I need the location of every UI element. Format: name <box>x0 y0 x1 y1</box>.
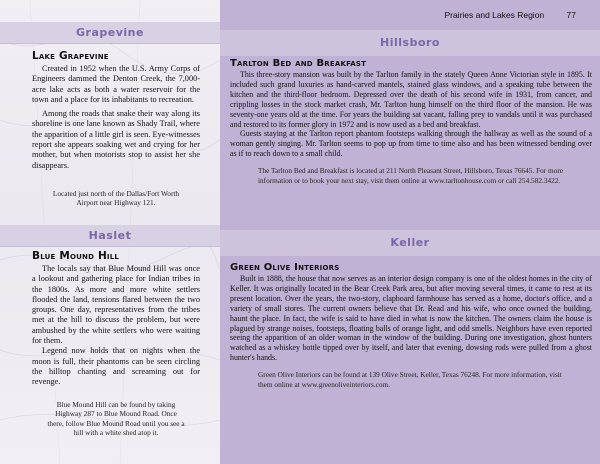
section-keller <box>230 262 592 389</box>
entry-title-tarlton: Tarlton Bed and Breakfast <box>230 58 367 69</box>
place-name-haslet: Haslet <box>88 229 132 242</box>
paragraph: Created in 1952 when the U.S. Army Corps of Engineers dammed the Denton Creek, the 7,000-acre lake acts as both a water reservoir for the town and a place for its inhabitants to recreation. <box>32 64 200 104</box>
location-note-blue-mound-hill: Blue Mound Hill can be found by taking Highway 287 to Blue Mound Road. Once there, follow Blue Mound Road until you see a hill with a white shed atop it. <box>47 399 185 438</box>
section-grapevine <box>0 50 220 208</box>
entry-body-green-olive <box>230 274 592 363</box>
page-header <box>444 10 576 20</box>
place-band-grapevine <box>0 22 220 44</box>
entry-body-tarlton <box>230 70 592 159</box>
left-column <box>0 0 220 464</box>
entry-title-lake-grapevine: Lake Grapevine <box>32 50 109 62</box>
right-column <box>220 0 600 464</box>
paragraph: Among the roads that snake their way along its shoreline is one lane known as Shady Trail, where the apparition of a little girl is seen. Eye-witnesses report she appears soaking wet and crying for her mother, but when motorists stop to assist her she disappears. <box>32 109 200 170</box>
paragraph: Legend now holds that on nights when the moon is full, their phantoms can be seen circling the hilltop chanting and screaming out for revenge. <box>32 346 200 387</box>
entry-body-lake-grapevine <box>32 64 200 171</box>
place-band-keller <box>220 230 600 256</box>
page-number: 77 <box>566 10 576 20</box>
paragraph: The locals say that Blue Mound Hill was once a lookout and gathering place for Indian tribes in the 1800s. As more and more white settlers flooded the land, tensions flared between the two groups. One day, representatives from the tribes met at the hill to discuss the problem, but were ambushed by the white settlers who were waiting for them. <box>32 264 200 346</box>
location-note-tarlton: The Tarlton Bed and Breakfast is located at 211 North Pleasant Street, Hillsboro, Texas 76645. For more information or to book your next stay, visit them online at www.tarltonhouse.com or call 254.582.3422. <box>258 166 564 185</box>
section-hillsboro <box>230 58 592 185</box>
place-name-keller: Keller <box>390 236 430 249</box>
place-band-hillsboro <box>220 30 600 56</box>
section-haslet <box>0 250 220 438</box>
entry-body-blue-mound-hill <box>32 264 200 388</box>
location-note-lake-grapevine: Located just north of the Dallas/Fort Worth Airport near Highway 121. <box>52 188 180 208</box>
paragraph: This three-story mansion was built by the Tarlton family in the stately Queen Anne Victorian style in 1895. It included such grand luxuries as hand-carved mantels, stained glass windows, and a speaking tube between the kitchen and the third-floor bedroom. Depressed over the death of his second wife in 1931, from cancer, and crippling losses in the stock market crash, Mr. Tarlton hung himself on the third floor of the mansion. He was seventy-one years old at the time. For years the building sat vacant, falling prey to vandals until it was purchased and restored to its former glory in 1972 and is now used as a bed and breakfast. <box>230 70 592 129</box>
place-name-hillsboro: Hillsboro <box>380 36 440 49</box>
paragraph: Built in 1888, the house that now serves as an interior design company is one of the oldest homes in the city of Keller. It was originally located in the Bear Creek Park area, but after moving several times, it came to rest at its present location. Over the years, the two-story, clapboard farmhouse has served as a home, doctor's office, and a variety of small stores. The current owners believe that Dr. Read and his wife, who once owned the building, haunt the place. In fact, the wife is said to have died in what is now the kitchen. The owners claim the house is plagued by strange noises, footsteps, floating balls of orange light, and odd smells. Neighbors have even reported seeing the apparition of an older woman in the window of the building. During one investigation, ghost hunters watched as a whiskey bottle tipped over by itself, and later that evening, dowsing rods were pulled from a ghost hunter's hands. <box>230 274 592 363</box>
region-name: Prairies and Lakes Region <box>444 10 545 20</box>
entry-title-blue-mound-hill: Blue Mound Hill <box>32 250 120 262</box>
place-band-haslet <box>0 225 220 247</box>
location-note-green-olive: Green Olive Interiors can be found at 139 Olive Street, Keller, Texas 76248. For more information, visit them online at www.greenoliveinteriors.com. <box>258 370 562 389</box>
paragraph: Guests staying at the Tarlton report phantom footsteps walking through the hallway as well as the sound of a woman gently singing. Mr. Tarlton seems to pop up from time to time also and has been witnessed bending over as if to reach down to a small child. <box>230 129 592 159</box>
place-name-grapevine: Grapevine <box>76 26 144 39</box>
entry-title-green-olive: Green Olive Interiors <box>230 262 340 273</box>
